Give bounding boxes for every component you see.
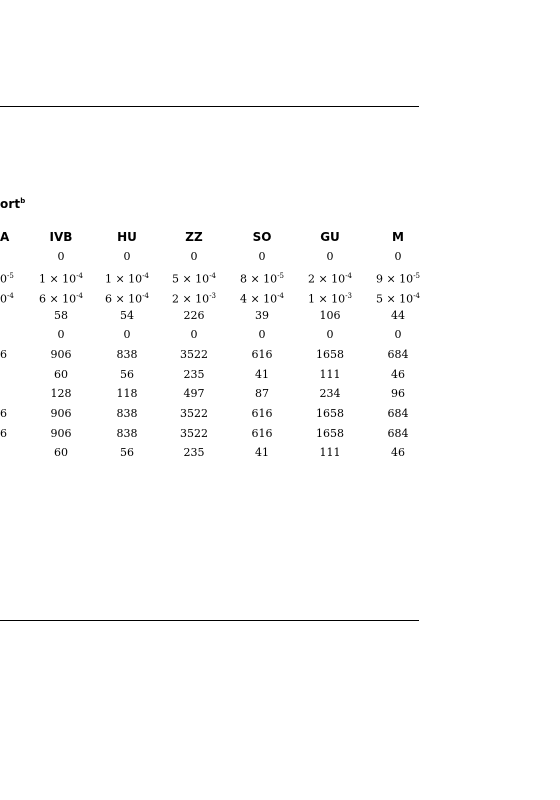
table-cell: 234 <box>319 387 341 400</box>
table-cell: 118 <box>116 387 138 400</box>
table-cell: 906 <box>50 427 72 440</box>
table-cell: 58 <box>54 309 68 322</box>
table-cell: 838 <box>116 348 138 361</box>
table-cell: 616 <box>251 427 273 440</box>
table-cell: 96 <box>391 387 405 400</box>
table-cell: 684 <box>387 348 409 361</box>
table-cell: 87 <box>255 387 269 400</box>
table-cell: 46 <box>391 368 405 381</box>
column-header: ZZ <box>185 230 203 244</box>
table-cell: 906 <box>50 348 72 361</box>
first-column-header-fragment: A <box>0 230 10 244</box>
table-cell: 235 <box>183 368 205 381</box>
table-cell: 0 <box>57 250 65 263</box>
table-cell: 616 <box>251 407 273 420</box>
first-column-cell-fragment: 6 <box>0 427 7 440</box>
table-cell: $2 \times 10^{-3}$ <box>171 292 217 306</box>
table-cell: 106 <box>319 309 341 322</box>
table-cell: 46 <box>391 446 405 459</box>
column-header: M <box>392 230 404 244</box>
table-cell: 0 <box>326 328 334 341</box>
table-caption <box>0 197 25 211</box>
bottom-rule <box>0 620 419 621</box>
table-cell: $5 \times 10^{-4}$ <box>171 272 217 286</box>
table-cell: 60 <box>54 446 68 459</box>
table-cell: $5 \times 10^{-4}$ <box>375 292 421 306</box>
table-cell: 838 <box>116 407 138 420</box>
table-cell: 111 <box>319 368 341 381</box>
table-cell: $1 \times 10^{-3}$ <box>307 292 353 306</box>
table-cell: 906 <box>50 407 72 420</box>
first-column-cell-fragment: 6 <box>0 407 7 420</box>
first-column-cell-fragment: 6 <box>0 348 7 361</box>
table-caption-footnote: b <box>20 197 26 205</box>
first-column-cell-fragment: $0^{-5}$ <box>0 272 14 286</box>
table-cell: 3522 <box>180 407 208 420</box>
table-cell: $8 \times 10^{-5}$ <box>239 272 285 286</box>
table-cell: 684 <box>387 427 409 440</box>
table-cell: 44 <box>391 309 405 322</box>
table-cell: 128 <box>50 387 72 400</box>
table-cell: 226 <box>183 309 205 322</box>
table-cell: 0 <box>190 250 198 263</box>
table-cell: 41 <box>255 368 269 381</box>
table-cell: 0 <box>394 328 402 341</box>
table-cell: 111 <box>319 446 341 459</box>
table-cell: 235 <box>183 446 205 459</box>
table-cell: 684 <box>387 407 409 420</box>
table-cell: 1658 <box>316 348 344 361</box>
column-header: SO <box>252 230 272 244</box>
table-cell: 616 <box>251 348 273 361</box>
table-cell: 3522 <box>180 427 208 440</box>
table-cell: 0 <box>190 328 198 341</box>
table-cell: 0 <box>394 250 402 263</box>
table-cell: 60 <box>54 368 68 381</box>
table-cell: $4 \times 10^{-4}$ <box>239 292 285 306</box>
table-cell: 0 <box>57 328 65 341</box>
table-cell: 0 <box>326 250 334 263</box>
top-rule <box>0 106 419 107</box>
table-cell: 0 <box>258 250 266 263</box>
table-cell: 39 <box>255 309 269 322</box>
table-cell: $1 \times 10^{-4}$ <box>104 272 150 286</box>
table-cell: 56 <box>120 368 134 381</box>
table-cell: 0 <box>123 328 131 341</box>
table-cell: $2 \times 10^{-4}$ <box>307 272 353 286</box>
table-cell: 54 <box>120 309 134 322</box>
table-cell: 497 <box>183 387 205 400</box>
table-caption-text: ort <box>0 197 21 211</box>
table-cell: 0 <box>123 250 131 263</box>
table-cell: 56 <box>120 446 134 459</box>
table-cell: $1 \times 10^{-4}$ <box>38 272 84 286</box>
table-cell: 0 <box>258 328 266 341</box>
table-cell: 41 <box>255 446 269 459</box>
column-header: IVB <box>49 230 73 244</box>
table-cell: 1658 <box>316 407 344 420</box>
table-cell: 3522 <box>180 348 208 361</box>
column-header: GU <box>320 230 340 244</box>
table-cell: $6 \times 10^{-4}$ <box>104 292 150 306</box>
first-column-cell-fragment: $0^{-4}$ <box>0 292 14 306</box>
table-cell: $9 \times 10^{-5}$ <box>375 272 421 286</box>
table-cell: $6 \times 10^{-4}$ <box>38 292 84 306</box>
table-cell: 1658 <box>316 427 344 440</box>
table-cell: 838 <box>116 427 138 440</box>
column-header: HU <box>117 230 137 244</box>
